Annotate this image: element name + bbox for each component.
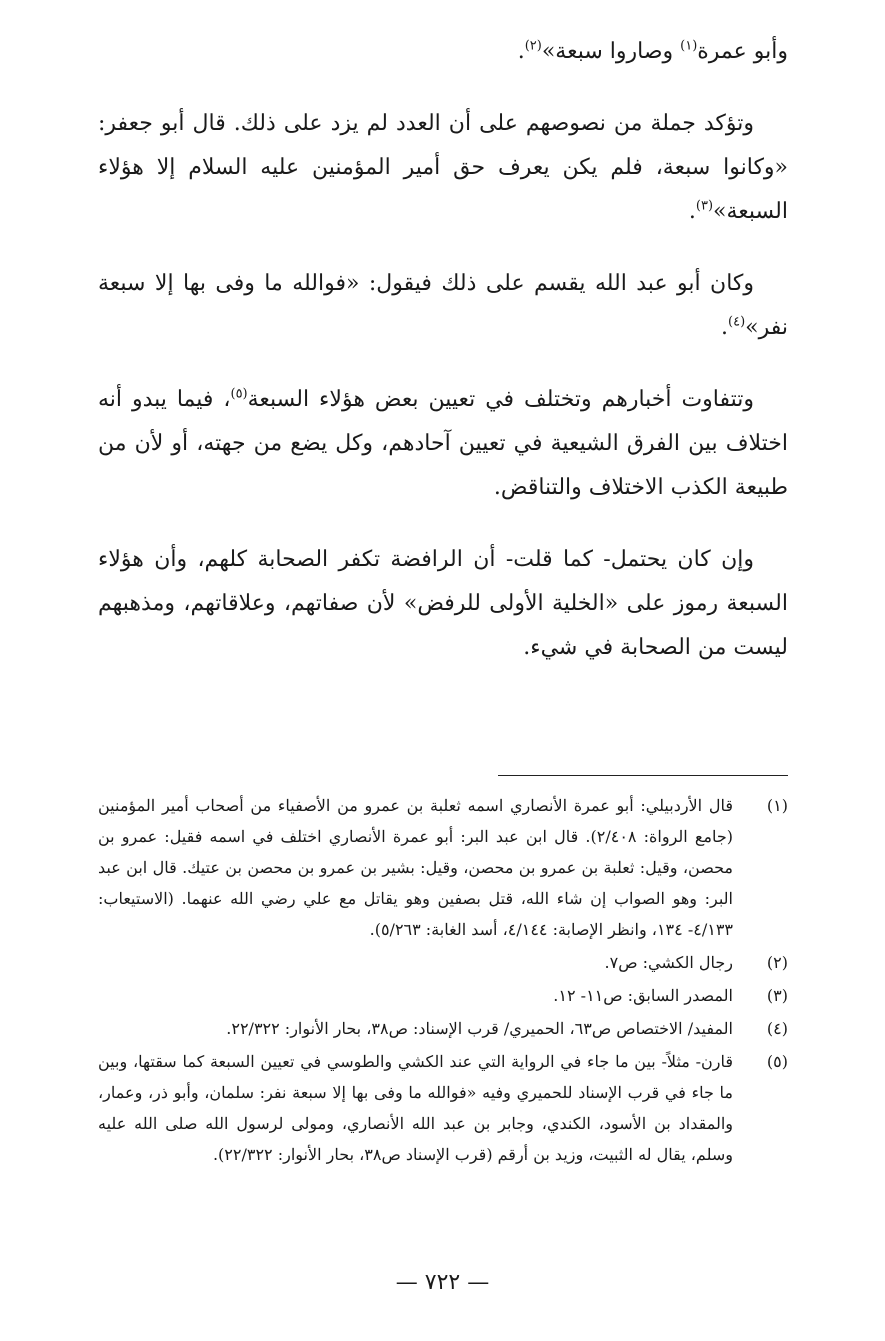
footnote-number: (٥) bbox=[766, 1052, 788, 1071]
footnote-reference: (٢) bbox=[524, 38, 542, 54]
footnote-number: (٤) bbox=[766, 1019, 788, 1038]
footnote-number: (٣) bbox=[766, 986, 788, 1005]
paragraph-text: . bbox=[721, 315, 728, 340]
footnote-reference: (٤) bbox=[728, 314, 746, 330]
footnote bbox=[98, 790, 788, 945]
footnote bbox=[98, 1013, 788, 1044]
paragraph-text: وأبو عمرة bbox=[697, 39, 788, 64]
paragraph-text: ، فيما يبدو أنه اختلاف بين الفرق الشيعية في تعيين آحادهم، وكل يضع من جهته، أو لأن من طبيعة الكذب الاختلاف والتناقض. bbox=[98, 387, 788, 500]
paragraph bbox=[98, 538, 788, 670]
footnote-reference: (١) bbox=[680, 38, 698, 54]
footnote-text: قارن- مثلاً- بين ما جاء في الرواية التي عند الكشي والطوسي في تعيين السبعة كما سقتها، وبين ما جاء في قرب الإسناد للحميري وفيه «فوالله ما وفى بها إلا سبعة نفر: سلمان، وأبو ذر، وعمار، والمقداد بن الأسود، الكندي، وجابر بن عبد الله الأنصاري، ومولى لرسول الله صلى الله عليه وسلم، يقال له الثبيت، وزيد بن أرقم (قرب الإسناد ص٣٨، بحار الأنوار: ٢٢/٣٢٢). bbox=[98, 1052, 733, 1164]
footnote-text: المفيد/ الاختصاص ص٦٣، الحميري/ قرب الإسناد: ص٣٨، بحار الأنوار: ٢٢/٣٢٢. bbox=[226, 1019, 733, 1038]
footnote bbox=[98, 1046, 788, 1170]
footnote-text: المصدر السابق: ص١١- ١٢. bbox=[553, 986, 733, 1005]
paragraph bbox=[98, 102, 788, 234]
paragraph-text: وإن كان يحتمل- كما قلت- أن الرافضة تكفر الصحابة كلهم، وأن هؤلاء السبعة رموز على «الخلية الأولى للرفض» لأن صفاتهم، وعلاقاتهم، ومذهبهم ليست من الصحابة في شيء. bbox=[98, 547, 788, 660]
paragraph-text: وصاروا سبعة» bbox=[541, 39, 681, 64]
paragraph-text: . bbox=[688, 199, 696, 224]
page-number: — ٧٢٢ — bbox=[395, 1270, 490, 1295]
footnote bbox=[98, 947, 788, 978]
paragraph bbox=[98, 378, 788, 510]
paragraph bbox=[98, 30, 788, 74]
footnote-reference: (٣) bbox=[695, 198, 714, 214]
footnotes-section bbox=[98, 790, 788, 1172]
footnote-text: قال الأردبيلي: أبو عمرة الأنصاري اسمه ثعلبة بن عمرو من الأصفياء من أصحاب أمير المؤمنين (جامع الرواة: ٢/٤٠٨). قال ابن عبد البر: أبو عمرة الأنصاري اختلف في اسمه فقيل: عمرو بن محصن، وقيل: ثعلبة بن عمرو بن محصن، وقيل: بشير بن عمرو بن محصن بن عتيك. قال ابن عبد البر: وهو الصواب إن شاء الله، قتل بصفين وهو يقاتل مع علي رضي الله عنهما. (الاستيعاب: ٤/١٣٣- ١٣٤، وانظر الإصابة: ٤/١٤٤، أسد الغابة: ٥/٢٦٣). bbox=[98, 796, 734, 939]
main-text-body bbox=[98, 30, 788, 698]
footnote-reference: (٥) bbox=[230, 386, 248, 402]
footnote-number: (١) bbox=[766, 796, 788, 815]
paragraph-text: وتتفاوت أخبارهم وتختلف في تعيين بعض هؤلاء السبعة bbox=[247, 387, 755, 412]
paragraph-text: وكان أبو عبد الله يقسم على ذلك فيقول: «فوالله ما وفى بها إلا سبعة نفر» bbox=[98, 271, 788, 340]
footnote-text: رجال الكشي: ص٧. bbox=[604, 953, 733, 972]
footnote-number: (٢) bbox=[766, 953, 788, 972]
footnote-divider bbox=[498, 775, 788, 776]
paragraph-text: وتؤكد جملة من نصوصهم على أن العدد لم يزد على ذلك. قال أبو جعفر: «وكانوا سبعة، فلم يكن يعرف حق أمير المؤمنين عليه السلام إلا هؤلاء السبعة» bbox=[98, 111, 788, 224]
paragraph bbox=[98, 262, 788, 350]
footnote bbox=[98, 980, 788, 1011]
paragraph-text: . bbox=[517, 39, 525, 64]
